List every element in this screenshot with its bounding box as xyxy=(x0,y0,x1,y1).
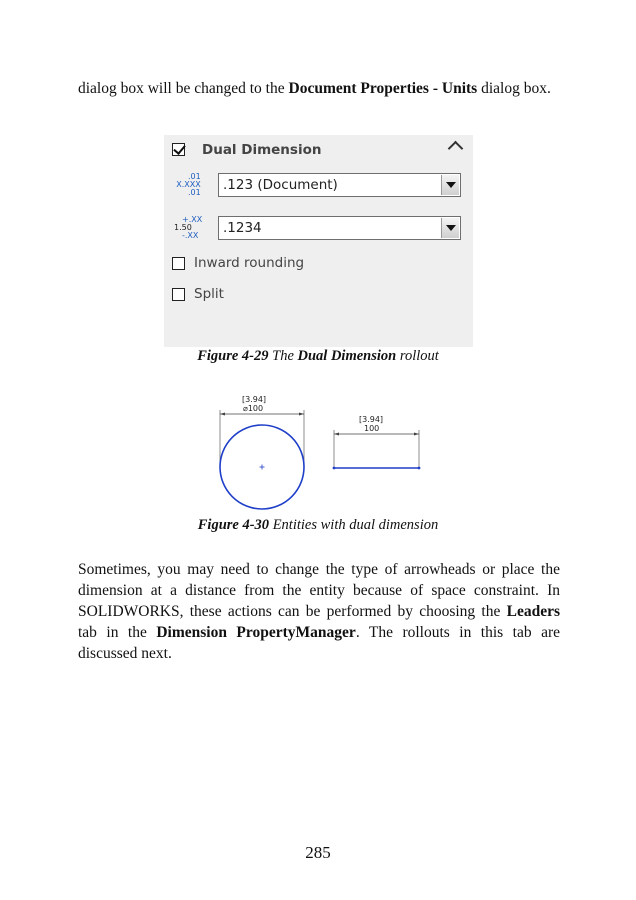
bold-term: Dimension PropertyManager xyxy=(156,624,356,641)
dropdown-arrow-icon[interactable] xyxy=(441,175,459,195)
text-run: dialog box. xyxy=(477,80,551,97)
text-run: rollout xyxy=(396,348,439,364)
figure-number: Figure 4-30 xyxy=(197,517,270,533)
precision-icon xyxy=(176,173,201,197)
circle-dual-value: [3.94] xyxy=(242,395,267,404)
icon-text: 1.50 xyxy=(174,223,192,232)
intro-paragraph xyxy=(78,78,560,99)
circle-primary-value: ⌀100 xyxy=(243,404,264,413)
arrowhead xyxy=(220,413,225,416)
rollout-title: Dual Dimension xyxy=(202,142,322,158)
tolerance-precision-select[interactable] xyxy=(218,216,461,240)
arrowhead xyxy=(334,433,339,436)
bold-term: Document Properties - Units xyxy=(288,80,478,97)
split-label: Split xyxy=(194,286,224,302)
arrowhead xyxy=(299,413,304,416)
chevron-up-icon[interactable] xyxy=(448,141,464,157)
inward-rounding-checkbox[interactable] xyxy=(172,257,185,270)
select-value: .123 (Document) xyxy=(223,177,338,193)
figure-number: Figure 4-29 xyxy=(197,348,269,364)
select-value: .1234 xyxy=(223,220,262,236)
line-primary-value: 100 xyxy=(364,424,380,433)
icon-text: .01 xyxy=(188,172,201,181)
bold-term: Leaders xyxy=(506,603,560,620)
endpoint xyxy=(418,467,421,470)
line-dual-value: [3.94] xyxy=(359,415,384,424)
figure-caption xyxy=(0,348,636,365)
text-run: Entities with dual dimension xyxy=(269,517,439,533)
body-paragraph xyxy=(78,559,560,664)
icon-text: -.XX xyxy=(182,231,199,240)
arrowhead xyxy=(414,433,419,436)
page-number: 285 xyxy=(305,843,331,862)
endpoint xyxy=(333,467,336,470)
text-run: . The rollouts in this tab are discussed next. xyxy=(78,624,560,662)
primary-precision-select[interactable] xyxy=(218,173,461,197)
bold-term: Dual Dimension xyxy=(297,348,397,364)
tolerance-precision-icon xyxy=(174,216,202,240)
icon-text: +.XX xyxy=(182,215,203,224)
inward-rounding-label: Inward rounding xyxy=(194,255,305,271)
text-run: Sometimes, you may need to change the type of arrowheads or place the dimension at a distance from the entity because of space constraint. In SOLIDWORKS, these actions can be performed by choosing the xyxy=(78,561,560,620)
text-run: The xyxy=(268,348,298,364)
split-checkbox[interactable] xyxy=(172,288,185,301)
dual-dimension-checkbox[interactable] xyxy=(172,143,185,156)
figure-caption xyxy=(0,517,636,534)
dropdown-arrow-icon[interactable] xyxy=(441,218,459,238)
text-run: tab in the xyxy=(78,624,157,641)
dual-dimension-rollout xyxy=(164,135,473,347)
icon-text: X.XXX xyxy=(176,180,201,189)
icon-text: .01 xyxy=(188,188,201,197)
dual-dimension-figure xyxy=(212,392,432,512)
text-run: dialog box will be changed to the xyxy=(78,80,289,97)
